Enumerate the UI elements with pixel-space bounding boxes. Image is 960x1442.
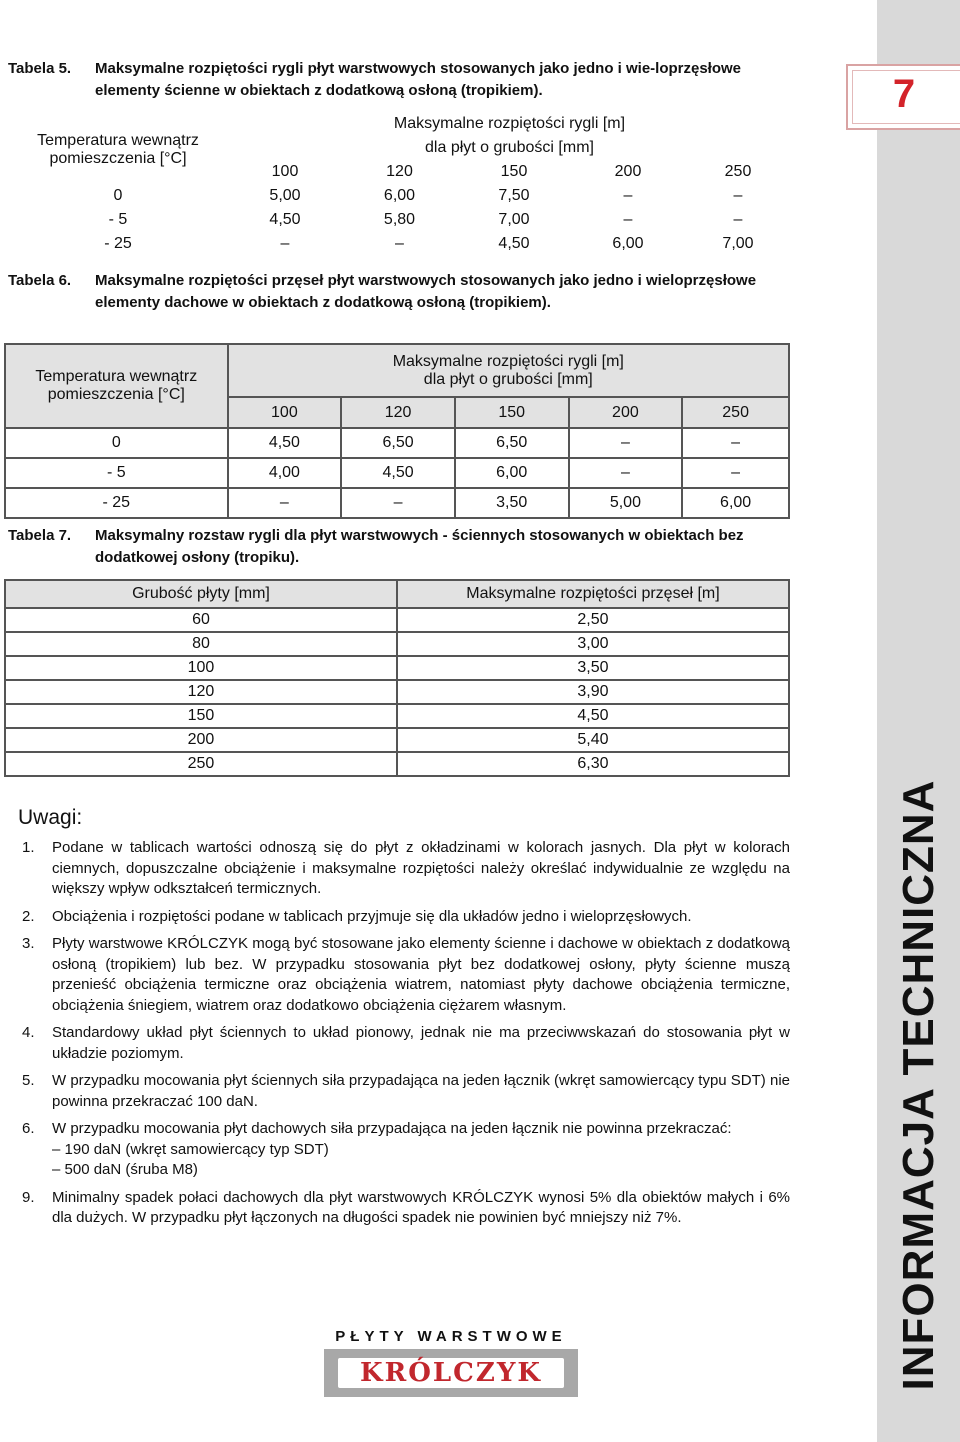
table6-thickness: 120: [341, 397, 455, 428]
table6-cell: 6,50: [455, 428, 569, 458]
table5: [8, 112, 791, 256]
table5-cell: 6,00: [612, 235, 644, 252]
table5-cell: –: [623, 211, 633, 228]
table5-cell: 7,00: [722, 235, 754, 252]
table6-cell: –: [682, 458, 789, 488]
table5-header-temp: [8, 112, 228, 184]
table-row: [5, 428, 789, 458]
table7: [4, 579, 790, 777]
table5-cell: 6,00: [383, 187, 416, 204]
section-title-vertical: INFORMACJA TECHNICZNA: [894, 779, 943, 1391]
note-text: Minimalny spadek połaci dachowych dla płyt warstwowych KRÓLCZYK wynosi 5% dla obiektów małych i 6% dla dużych. W przypadku płyt łączonych na długości spadek nie powinien być mniejszy niż 7%.: [52, 1188, 790, 1226]
table7-span: 2,50: [397, 608, 789, 632]
logo-brand-name: KRÓLCZYK: [360, 1358, 542, 1388]
table5-cell: –: [733, 211, 743, 228]
table6-caption: [8, 270, 798, 314]
table6-thickness: 150: [455, 397, 569, 428]
table6-thickness: 250: [682, 397, 789, 428]
table7-header-span: Maksymalne rozpiętości przęseł [m]: [397, 580, 789, 608]
table7-label: Tabela 7.: [8, 527, 72, 544]
note-number: 3.: [22, 935, 35, 952]
note-text: W przypadku mocowania płyt ściennych siła przypadająca na jeden łącznik (wkręt samowiercący typu SDT) nie powinna przekraczać 100 daN.: [52, 1072, 790, 1110]
list-item: [22, 1023, 790, 1064]
note-subitem: – 190 daN (wkręt samowiercący typ SDT): [52, 1140, 329, 1158]
table5-header-span-sub: dla płyt o grubości [mm]: [425, 139, 594, 156]
table5-cell: 5,80: [383, 211, 416, 228]
table6-temp: 0: [5, 428, 228, 458]
table-row: [8, 232, 791, 256]
table6-cell: –: [228, 488, 342, 518]
table-row: [5, 458, 789, 488]
note-subitem: – 500 daN (śruba M8): [52, 1161, 198, 1178]
table7-thickness: 120: [5, 680, 397, 704]
table5-cell: 7,50: [498, 187, 530, 204]
table5-caption: [8, 58, 798, 102]
table7-span: 3,90: [397, 680, 789, 704]
table6-header-span-line2: dla płyt o grubości [mm]: [423, 370, 593, 388]
table6-cell: –: [341, 488, 455, 518]
table7-caption: [8, 525, 798, 569]
table6-cell: 4,50: [228, 428, 342, 458]
table6: [4, 343, 790, 519]
table5-cell: 4,50: [498, 235, 530, 252]
table6-thickness: 200: [569, 397, 683, 428]
table5-thickness: 120: [386, 163, 413, 180]
note-text: W przypadku mocowania płyt dachowych siła przypadająca na jeden łącznik nie powinna przekraczać:: [52, 1120, 732, 1137]
table5-thickness: 200: [614, 163, 642, 180]
note-text: Płyty warstwowe KRÓLCZYK mogą być stosowane jako elementy ścienne i dachowe w obiektach z dodatkową osłoną (tropikiem) lub bez. W przypadku stosowania płyt bez dodatkowej osłony, płyty ścienne muszą przenieść obciążenia termiczne oraz obciążenia wiatrem, natomiast płyty dachowe obciążenia termiczne, obciążenia śniegiem, wiatrem oraz dodatkowo obciążenia ciężarem własnym.: [52, 935, 790, 1014]
notes-list: [22, 838, 790, 1236]
table-row: [5, 752, 789, 776]
table6-label: Tabela 6.: [8, 272, 72, 289]
table5-title: Maksymalne rozpiętości rygli płyt warstwowych stosowanych jako jedno i wie-loprzęsłowe elementy ścienne w obiektach z dodatkową osłoną (tropikiem).: [95, 60, 742, 99]
note-number: 6.: [22, 1120, 35, 1137]
table5-thickness: 250: [724, 163, 752, 180]
table-row: [5, 704, 789, 728]
table6-cell: –: [569, 428, 683, 458]
table5-header-temp-line1: Temperatura wewnątrz: [37, 132, 199, 149]
table6-header-temp-line1: Temperatura wewnątrz: [35, 368, 198, 385]
table7-thickness: 80: [5, 632, 397, 656]
table7-thickness: 250: [5, 752, 397, 776]
note-text: Obciążenia i rozpiętości podane w tablicach przyjmuje się dla układów jedno i wieloprzęsłowych.: [52, 907, 692, 925]
table-row: [5, 488, 789, 518]
table5-cell: 7,00: [498, 211, 530, 228]
table6-header-temp-line2: pomieszczenia [°C]: [47, 386, 185, 403]
note-text: Podane w tablicach wartości odnoszą się do płyt z okładzinami w kolorach jasnych. Dla płyt w kolorach ciemnych, dopuszczalne obciążenie i maksymalne rozpiętości należy określać indywidualnie ze względu na większy wpływ odkształceń termicznych.: [52, 839, 790, 897]
note-number: 5.: [22, 1072, 35, 1089]
list-item: [22, 1071, 790, 1112]
table5-label: Tabela 5.: [8, 60, 72, 77]
table7-span: 6,30: [397, 752, 789, 776]
table6-cell: 6,00: [455, 458, 569, 488]
table5-temp: - 25: [104, 235, 132, 252]
table6-temp: - 25: [5, 488, 228, 518]
table7-title: Maksymalny rozstaw rygli dla płyt warstwowych - ściennych stosowanych w obiektach bez dodatkowej osłony (tropiku).: [95, 527, 744, 566]
table6-cell: 3,50: [455, 488, 569, 518]
table6-cell: 4,00: [228, 458, 342, 488]
table7-span: 3,50: [397, 656, 789, 680]
table7-span: 4,50: [397, 704, 789, 728]
table5-thickness: 100: [271, 163, 299, 180]
table7-thickness: 100: [5, 656, 397, 680]
table5-cell: –: [733, 187, 743, 204]
note-number: 1.: [22, 839, 35, 856]
table5-cell: –: [395, 235, 404, 252]
table6-header-temp: [5, 344, 228, 428]
table7-header-thickness: Grubość płyty [mm]: [5, 580, 397, 608]
table6-header-span-line1: Maksymalne rozpiętości rygli [m]: [392, 352, 624, 370]
table5-thickness: 150: [500, 163, 528, 180]
table5-cell: 5,00: [269, 187, 301, 204]
table5-header-temp-line2: pomieszczenia [°C]: [49, 150, 187, 167]
list-item: [22, 1119, 790, 1181]
list-item: [22, 907, 790, 928]
logo-tagline: PŁYTY WARSTWOWE: [335, 1328, 567, 1345]
list-item: [22, 934, 790, 1016]
table5-cell: –: [280, 235, 290, 252]
note-number: 9.: [22, 1188, 35, 1206]
table-row: [5, 656, 789, 680]
note-text: Standardowy układ płyt ściennych to układ pionowy, jednak nie ma przeciwwskazań do stosowania płyt w układzie poziomym.: [52, 1024, 790, 1062]
table-row: [5, 680, 789, 704]
table-row: [5, 632, 789, 656]
table-row: [8, 184, 791, 208]
table6-cell: 6,00: [682, 488, 789, 518]
table7-thickness: 200: [5, 728, 397, 752]
table5-temp: - 5: [108, 211, 128, 228]
table6-cell: 6,50: [341, 428, 455, 458]
table6-cell: 4,50: [341, 458, 455, 488]
table7-span: 3,00: [397, 632, 789, 656]
table6-cell: –: [569, 458, 683, 488]
table6-thickness: 100: [228, 397, 342, 428]
notes-title: Uwagi:: [18, 806, 83, 829]
page-number: 7: [892, 72, 916, 116]
table7-span: 5,40: [397, 728, 789, 752]
table5-temp: 0: [113, 187, 123, 204]
list-item: [22, 838, 790, 900]
table-row: [5, 608, 789, 632]
page-number-tab: [846, 64, 960, 130]
note-number: 4.: [22, 1024, 35, 1041]
table7-thickness: 150: [5, 704, 397, 728]
table5-header-span: Maksymalne rozpiętości rygli [m]: [393, 115, 626, 132]
logo-emblem: [324, 1349, 578, 1397]
table-row: [8, 208, 791, 232]
table6-cell: 5,00: [569, 488, 683, 518]
list-item: [22, 1188, 790, 1229]
table-row: [5, 728, 789, 752]
table6-header-span: [228, 344, 789, 397]
table6-temp: - 5: [5, 458, 228, 488]
table7-thickness: 60: [5, 608, 397, 632]
table6-cell: –: [682, 428, 789, 458]
table5-cell: –: [623, 187, 633, 204]
note-number: 2.: [22, 907, 35, 925]
table5-cell: 4,50: [269, 211, 301, 228]
table6-title: Maksymalne rozpiętości przęseł płyt warstwowych stosowanych jako jedno i wieloprzęsłowe elementy dachowe w obiektach z dodatkową osłoną (tropikiem).: [95, 272, 757, 311]
brand-logo: [324, 1328, 578, 1402]
